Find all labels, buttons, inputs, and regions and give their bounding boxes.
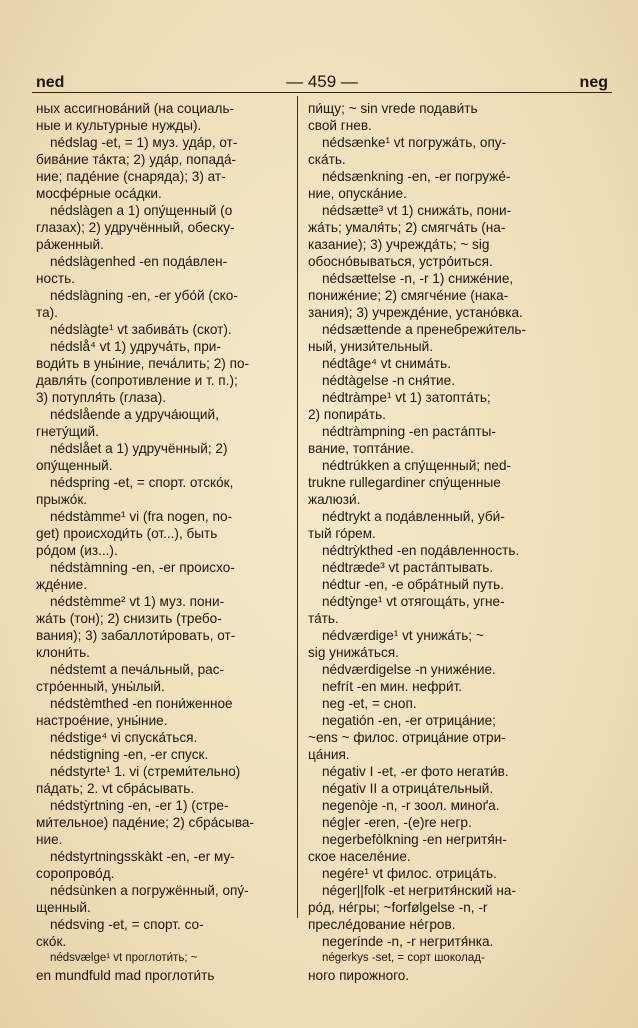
text-line: жалюзи́. — [308, 492, 361, 507]
text-line: зания); 3) учрежде́ние, устано́вка. — [308, 305, 523, 320]
text-line: nédslàgen a 1) опу́щенный (о — [50, 203, 233, 218]
text-line: ское населе́ние. — [308, 849, 411, 864]
text-line: обосно́вываться, устро́иться. — [308, 254, 493, 269]
text-line: настрое́ние, уны́ние. — [36, 713, 168, 728]
text-line: ми́тельное) паде́ние; 2) сбра́сыва- — [36, 815, 254, 830]
text-line: nefrít -en мин. нефри́т. — [322, 679, 463, 694]
text-line: nédslå⁴ vt 1) удруча́ть, при- — [50, 339, 221, 354]
text-line: negére¹ vt филос. отрица́ть. — [322, 866, 497, 881]
text-line: nédsving -et, = спорт. со- — [50, 917, 204, 932]
text-line: па́дать; 2. vt сбра́сывать. — [36, 781, 195, 796]
text-line: nédslàgenhed -en пода́влен- — [50, 254, 228, 269]
text-line: nédstyrte¹ 1. vi (стреми́тельно) — [50, 764, 241, 779]
text-line: 2) попира́ть. — [308, 407, 386, 422]
text-line: nédsvælge¹ vt проглоти́ть; ~ — [50, 952, 198, 964]
text-line: клони́ть. — [36, 645, 90, 660]
text-line: negenòje -n, -r зоол. миноґа. — [322, 798, 500, 813]
text-line: nédtrỳkthed -en пода́вленность. — [322, 543, 520, 558]
text-line: тый го́рем. — [308, 526, 376, 541]
text-line: ра́женный. — [36, 237, 104, 252]
text-line: nédtrúkken a спу́щенный; ned- — [322, 458, 512, 473]
text-line: nédstàmning -en, -er происхо- — [50, 560, 235, 575]
column-divider — [297, 96, 298, 918]
text-line: ные и культурные нужды). — [36, 118, 202, 133]
text-line: nédslàgning -en, -er убо́й (ско- — [50, 288, 238, 303]
text-line: neg -et, = сноп. — [322, 696, 417, 711]
text-line: nédstyrtningsskàkt -en, -er му- — [50, 849, 235, 864]
text-line: néger||folk -et негритя́нский на- — [322, 883, 516, 898]
text-line: negerbefòlkning -en негритя́н- — [322, 832, 507, 847]
text-line: nédsættelse -n, -r 1) сниже́ние, — [322, 271, 514, 286]
text-line: свой гнев. — [308, 118, 372, 133]
text-line: ро́дом (из...). — [36, 543, 118, 558]
text-line: ность. — [36, 271, 75, 286]
text-line: nédslag -et, = 1) муз. уда́р, от- — [50, 135, 238, 150]
text-line: nédtỳnge¹ vt отягоща́ть, угне- — [322, 594, 505, 609]
page-number: — 459 — — [286, 72, 358, 91]
text-line: nédværdigelse -n униже́ние. — [322, 662, 496, 677]
left-column — [36, 100, 286, 984]
text-line: гнету́щий. — [36, 424, 99, 439]
page-header — [36, 68, 608, 94]
text-line: nédstàmme¹ vi (fra nogen, no- — [50, 509, 233, 524]
text-line: ~ens ~ филос. отрица́ние отри- — [308, 730, 506, 745]
text-line: глазах); 2) удручённый, обеску- — [36, 220, 235, 235]
text-line: ро́д, не́гры; ~forfølgelse -n, -r — [308, 900, 488, 915]
text-line: та́ть. — [308, 611, 339, 626]
text-line: nédslået a 1) удручённый; 2) — [50, 441, 228, 456]
text-line: ца́ния. — [308, 747, 350, 762]
text-line: ние. — [36, 832, 63, 847]
text-line: жа́ть; умаля́ть; 2) смягча́ть (на- — [308, 220, 506, 235]
text-line: nédspring -et, = спорт. отско́к, — [50, 475, 234, 490]
text-line: давля́ть (сопротивление и т. п.); — [36, 373, 238, 388]
text-line: та). — [36, 305, 58, 320]
text-line: nédsùnken a погружённый, опу́- — [50, 883, 249, 898]
text-line: trukne rullegardiner спу́щенные — [308, 475, 501, 490]
text-line: nédstigning -en, -er спуск. — [50, 747, 209, 762]
text-line: nédtur -en, -e обра́тный путь. — [322, 577, 504, 592]
text-line: nédværdige¹ vt унижа́ть; ~ — [322, 628, 484, 643]
text-line: соропрово́д. — [36, 866, 115, 881]
text-line: negatión -en, -er отрица́ние; — [322, 713, 496, 728]
text-line: ние, опуска́ние. — [308, 186, 407, 201]
text-line: вания); 3) забаллоти́ровать, от- — [36, 628, 236, 643]
text-line: щенный. — [36, 900, 91, 915]
text-line: négerkys -set, = сорт шоколад- — [322, 952, 485, 964]
text-line: en mundfuld mad проглоти́ть — [36, 968, 215, 983]
text-line: nédslàgte¹ vt забива́ть (скот). — [50, 322, 232, 337]
text-line: sig унижа́ться. — [308, 645, 399, 660]
text-line: get) происходи́ть (от...), быть — [36, 526, 218, 541]
text-line: ный, унизи́тельный. — [308, 339, 433, 354]
text-line: жа́ть (тон); 2) снизить (требо- — [36, 611, 222, 626]
text-line: nédstèmthed -en пони́женное — [50, 696, 233, 711]
text-line: води́ть в уны́ние, печа́лить; 2) по- — [36, 356, 250, 371]
text-line: nédsættende a пренебрежи́тель- — [322, 322, 527, 337]
text-line: пи́щу; ~ sin vrede подави́ть — [308, 101, 478, 116]
text-line: nédslående a удруча́ющий, — [50, 407, 219, 422]
text-line: пониже́ние; 2) смягче́ние (нака- — [308, 288, 509, 303]
text-line: nédtàgelse -n сня́тие. — [322, 373, 455, 388]
text-line: ско́к. — [36, 934, 67, 949]
text-line: nédsætte³ vt 1) снижа́ть, пони- — [322, 203, 512, 218]
text-line: ние; паде́ние (снаряда); 3) ат- — [36, 169, 226, 184]
text-line: négativ II a отрица́тельный. — [322, 781, 494, 796]
right-column — [308, 100, 556, 984]
text-line: прыжо́к. — [36, 492, 88, 507]
text-line: опу́щенный. — [36, 458, 113, 473]
text-line: negerínde -n, -r негритя́нка. — [322, 934, 494, 949]
text-line: nédtræde³ vt раста́птывать. — [322, 560, 494, 575]
text-line: nég|er -eren, -(e)re негр. — [322, 815, 472, 830]
text-line: пресле́дование не́гров. — [308, 917, 456, 932]
text-line: мосфе́рные оса́дки. — [36, 186, 162, 201]
text-line: nédstèmme² vt 1) муз. пони- — [50, 594, 225, 609]
text-line: 3) потупля́ть (глаза). — [36, 390, 167, 405]
text-line: nédtràmpning -en растáпты- — [322, 424, 496, 439]
text-line: стро́енный, уны́лый. — [36, 679, 165, 694]
header-rule — [32, 92, 612, 93]
text-line: nédtràmpe¹ vt 1) затопта́ть; — [322, 390, 491, 405]
text-line: négativ I -et, -er фото негати́в. — [322, 764, 509, 779]
text-line: nédsænke¹ vt погружа́ть, опу- — [322, 135, 507, 150]
text-line: ного пирожного. — [308, 968, 410, 983]
header-left-guideword: ned — [36, 74, 65, 91]
text-line: жде́ние. — [36, 577, 88, 592]
header-right-guideword: neg — [579, 74, 608, 91]
text-line: вание, топта́ние. — [308, 441, 414, 456]
text-line: nédtâge⁴ vt снима́ть. — [322, 356, 451, 371]
text-line: nédtrykt a пода́вленный, уби́- — [322, 509, 505, 524]
text-line: nédstige⁴ vi спуска́ться. — [50, 730, 198, 745]
text-line: ных ассигнова́ний (на социаль- — [36, 101, 235, 116]
text-line: бива́ние та́кта; 2) уда́р, попада́- — [36, 152, 237, 167]
text-line: nédstemt a печа́льный, рас- — [50, 662, 225, 677]
text-line: ска́ть. — [308, 152, 346, 167]
text-line: nédsænkning -en, -er погруже́- — [322, 169, 511, 184]
text-line: казание); 3) учрежда́ть; ~ sig — [308, 237, 490, 252]
text-line: nédstỳrtning -en, -er 1) (стре- — [50, 798, 229, 813]
